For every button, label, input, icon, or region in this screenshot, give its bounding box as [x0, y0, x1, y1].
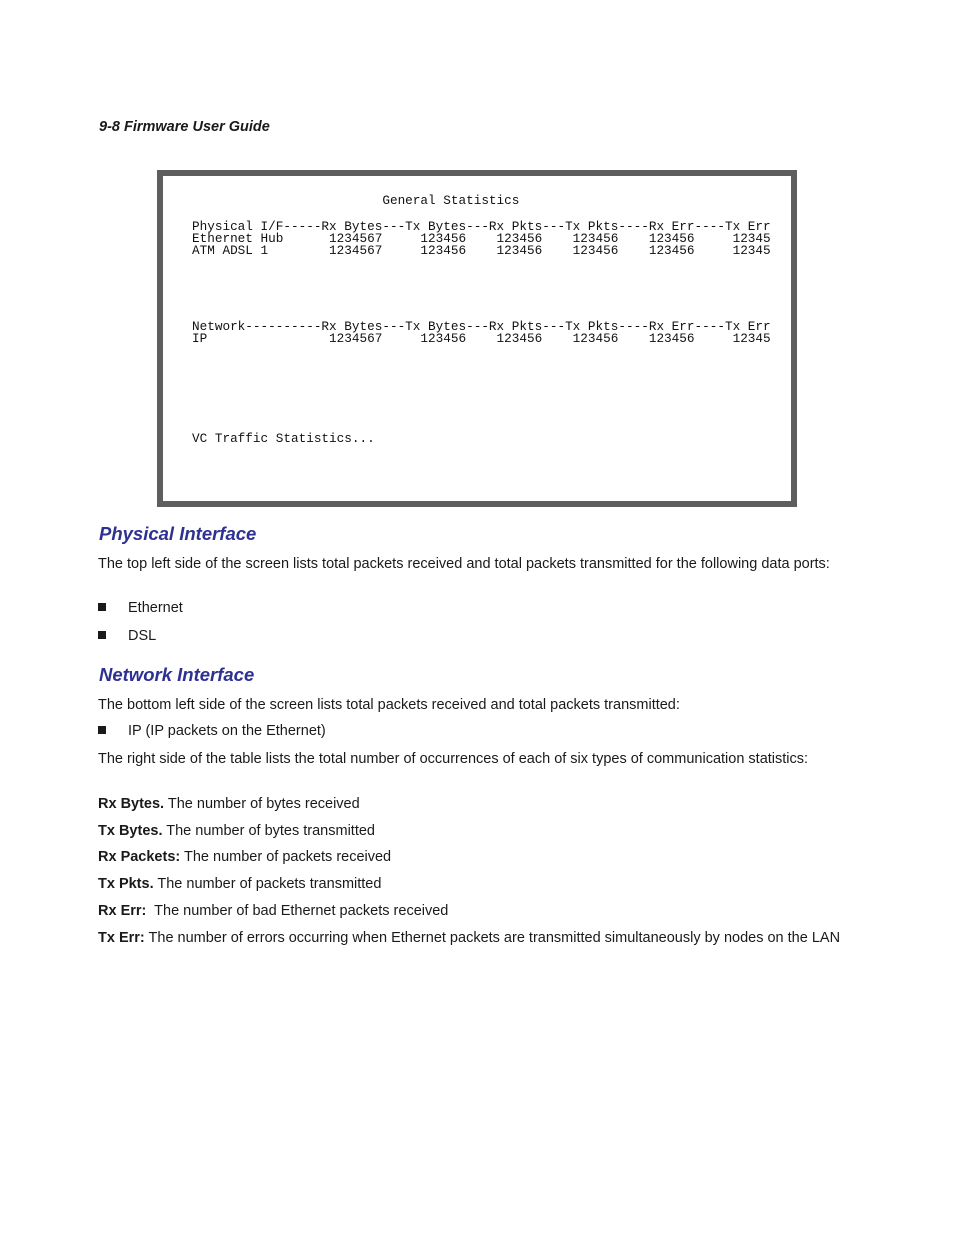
running-header: 9-8 Firmware User Guide [99, 119, 270, 135]
definition-text: The number of bad Ethernet packets received [146, 903, 449, 919]
physical-header-line: Physical I/F-----Rx Bytes---Tx Bytes---Rx Pkts---Tx Pkts----Rx Err----Tx Err [192, 219, 771, 234]
terminal-screen [157, 170, 797, 507]
definition-term: Rx Packets: [98, 849, 181, 865]
definition-text: The number of bytes transmitted [162, 823, 375, 839]
terminal-title-line: General Statistics [192, 193, 520, 208]
definition-rx-bytes [98, 795, 858, 813]
physical-row-ethernet-hub: Ethernet Hub 1234567 123456 123456 123456 123456 12345 [192, 231, 771, 246]
bullet-square-icon [98, 603, 106, 611]
definition-tx-err [98, 929, 858, 947]
definition-text: The number of errors occurring when Ethernet packets are transmitted simultaneously by nodes on the LAN [144, 930, 841, 946]
network-interface-intro: The bottom left side of the screen lists total packets received and total packets transmitted: [98, 697, 680, 713]
network-interface-heading: Network Interface [99, 664, 255, 685]
bullet-dsl [98, 627, 156, 645]
definition-tx-bytes [98, 822, 858, 840]
stats-intro: The right side of the table lists the total number of occurrences of each of six types of communication statistics: [98, 751, 809, 767]
bullet-text: IP (IP packets on the Ethernet) [128, 723, 326, 739]
network-header-line: Network----------Rx Bytes---Tx Bytes---Rx Pkts---Tx Pkts----Rx Err----Tx Err [192, 319, 771, 334]
definition-text: The number of packets transmitted [153, 876, 382, 892]
definition-text: The number of bytes received [164, 796, 360, 812]
definition-rx-packets [98, 848, 858, 866]
bullet-text: Ethernet [128, 600, 183, 616]
bullet-square-icon [98, 726, 106, 734]
bullet-text: DSL [128, 628, 157, 644]
definition-term: Rx Bytes. [98, 796, 165, 812]
definition-text: The number of packets received [180, 849, 392, 865]
bullet-square-icon [98, 631, 106, 639]
bullet-ethernet [98, 599, 183, 617]
network-row-ip: IP 1234567 123456 123456 123456 123456 12345 [192, 331, 771, 346]
definition-term: Tx Bytes. [98, 823, 163, 839]
definition-term: Rx Err: [98, 903, 147, 919]
definition-tx-pkts [98, 875, 858, 893]
physical-interface-heading: Physical Interface [99, 523, 257, 544]
physical-row-atm-adsl: ATM ADSL 1 1234567 123456 123456 123456 123456 12345 [192, 243, 771, 258]
vc-traffic-statistics-line: VC Traffic Statistics... [192, 431, 375, 446]
bullet-ip [98, 722, 326, 740]
definition-term: Tx Pkts. [98, 876, 154, 892]
definition-term: Tx Err: [98, 930, 145, 946]
physical-interface-intro: The top left side of the screen lists total packets received and total packets transmitted for the following data ports: [98, 556, 830, 572]
definition-rx-err [98, 902, 858, 920]
